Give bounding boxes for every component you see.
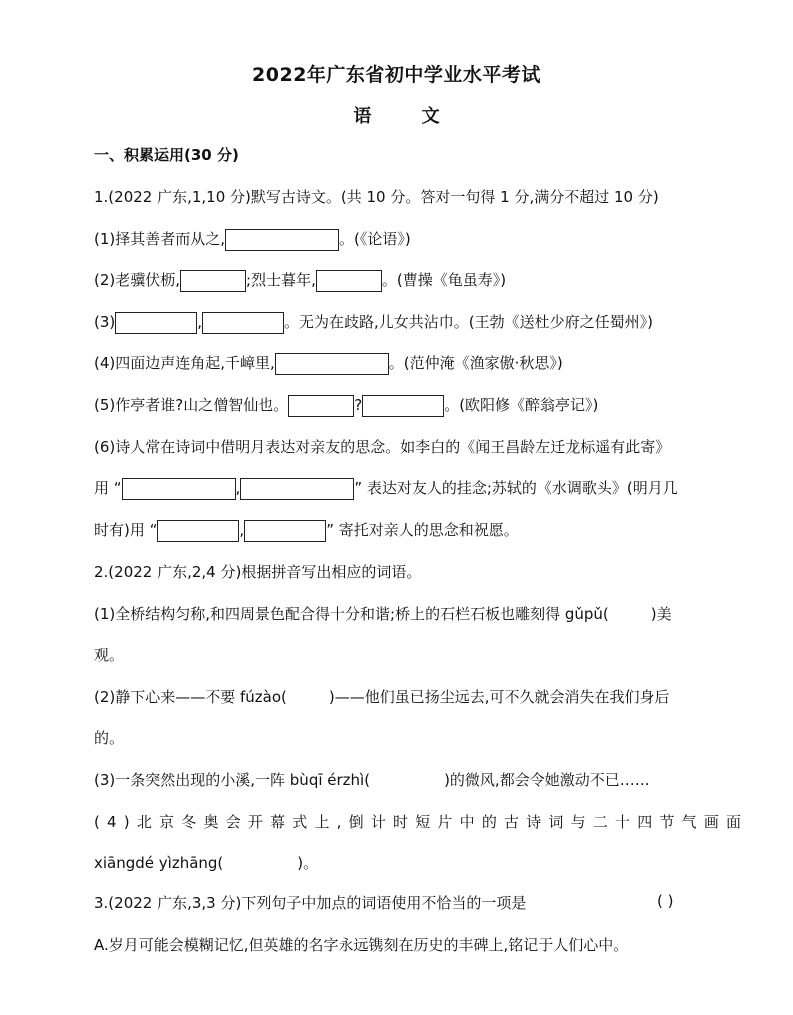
q1-item-3-text-a: (3): [94, 313, 116, 331]
q2-item-3: [94, 769, 650, 791]
answer-box[interactable]: [275, 353, 389, 375]
q1-item-2-text-b: ;烈士暮年,: [246, 271, 316, 289]
q1-item-6-line-2: [94, 477, 678, 500]
q2-item-3-text-b: )的微风,都会令她激动不已……: [444, 771, 650, 789]
q2-item-4-text-b: xiāngdé yìzhāng(: [94, 854, 224, 872]
q2-item-4-line-2: [94, 852, 318, 874]
answer-box[interactable]: [225, 229, 339, 251]
question-3-stem: 3.(2022 广东,3,3 分)下列句子中加点的词语使用不恰当的一项是: [94, 894, 527, 912]
q1-item-5-text-c: 。(欧阳修《醉翁亭记》): [444, 396, 599, 414]
subject-title: 语 文: [353, 106, 462, 127]
q1-item-1-text-b: 。(《论语》): [339, 230, 411, 248]
q1-item-2-text-c: 。(曹操《龟虽寿》): [381, 271, 507, 289]
q2-item-4: (4)北京冬奥会开幕式上,倒计时短片中的古诗词与二十四节气画面: [94, 813, 749, 831]
q1-item-6-text-d: ” 表达对友人的挂念;苏轼的《水调歌头》(明月几: [354, 479, 678, 497]
q2-item-1-text-b: )美: [650, 605, 672, 623]
q1-item-6: (6)诗人常在诗词中借明月表达对亲友的思念。如李白的《闻王昌龄左迁龙标遥有此寄》: [94, 438, 671, 456]
q1-item-4-text-a: (4)四面边声连角起,千嶂里,: [94, 354, 275, 372]
q1-item-3-text-c: 。无为在歧路,儿女共沾巾。(王勃《送杜少府之任蜀州》): [284, 313, 654, 331]
q1-item-6-text-c: ,: [235, 479, 241, 497]
q1-item-6-text-f: ,: [239, 521, 245, 539]
q1-item-5: [94, 394, 598, 417]
answer-box[interactable]: [180, 270, 246, 292]
q1-item-3-text-b: ,: [197, 313, 203, 331]
section-heading: 一、积累运用(30 分): [94, 146, 239, 164]
q1-item-5-text-b: ?: [354, 396, 363, 414]
q2-item-2-text-a: (2)静下心来——不要 fúzào(: [94, 688, 287, 706]
q1-item-4: [94, 352, 563, 375]
q2-item-2-text-b: )——他们虽已扬尘远去,可不久就会消失在我们身后: [328, 688, 670, 706]
q1-item-6-text-e: 时有)用 “: [94, 521, 158, 539]
q2-item-2-line-2: 的。: [94, 729, 125, 747]
answer-box[interactable]: [157, 520, 239, 542]
answer-box[interactable]: [240, 478, 354, 500]
q1-item-1: [94, 228, 411, 251]
answer-box[interactable]: [115, 312, 197, 334]
q3-option-a: A.岁月可能会模糊记忆,但英雄的名字永远镌刻在历史的丰碑上,铭记于人们心中。: [94, 936, 629, 954]
q1-item-6-text-g: ” 寄托对亲人的思念和祝愿。: [326, 521, 519, 539]
answer-box[interactable]: [244, 520, 326, 542]
answer-box[interactable]: [202, 312, 284, 334]
q2-item-4-text-c: )。: [297, 854, 319, 872]
q2-item-3-text-a: (3)一条突然出现的小溪,一阵 bùqī érzhì(: [94, 771, 371, 789]
answer-paren[interactable]: ( ): [657, 892, 674, 910]
q2-item-1-line-2: 观。: [94, 646, 125, 664]
question-2-stem: 2.(2022 广东,2,4 分)根据拼音写出相应的词语。: [94, 563, 422, 581]
q1-item-5-text-a: (5)作亭者谁?山之僧智仙也。: [94, 396, 289, 414]
q2-item-1-text-a: (1)全桥结构匀称,和四周景色配合得十分和谐;桥上的石栏石板也雕刻得 gǔpǔ(: [94, 605, 609, 623]
question-1-stem: 1.(2022 广东,1,10 分)默写古诗文。(共 10 分。答对一句得 1 分,满分不超过 10 分): [94, 188, 659, 206]
q1-item-2-text-a: (2)老骥伏枥,: [94, 271, 181, 289]
answer-box[interactable]: [362, 395, 444, 417]
answer-box[interactable]: [288, 395, 354, 417]
q1-item-4-text-b: 。(范仲淹《渔家傲·秋思》): [388, 354, 563, 372]
q1-item-1-text-a: (1)择其善者而从之,: [94, 230, 226, 248]
answer-box[interactable]: [316, 270, 382, 292]
q1-item-3: [94, 311, 653, 334]
q1-item-6-text-b: 用 “: [94, 479, 122, 497]
q2-item-1: [94, 603, 672, 625]
q2-item-2: [94, 686, 670, 708]
exam-title: 2022年广东省初中学业水平考试: [252, 64, 541, 86]
q1-item-2: [94, 269, 506, 292]
q1-item-6-line-3: [94, 519, 519, 542]
answer-box[interactable]: [122, 478, 236, 500]
